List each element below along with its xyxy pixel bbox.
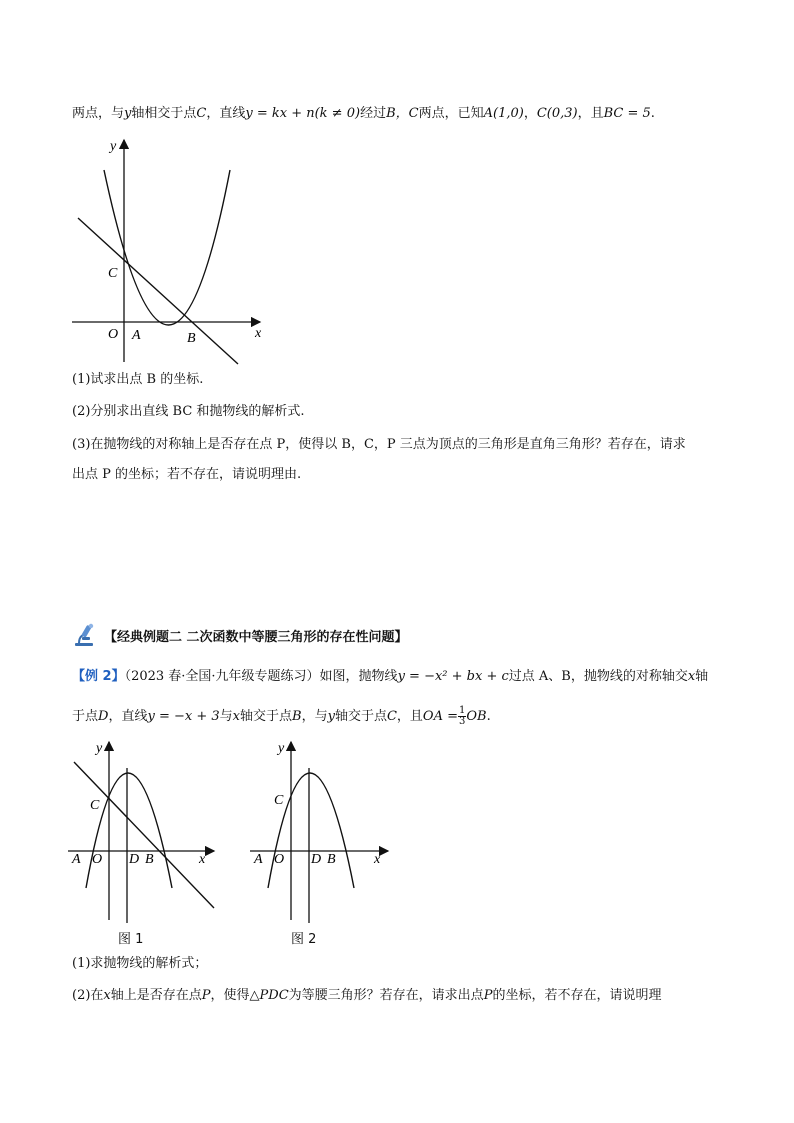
- text: 经过: [360, 106, 387, 121]
- text: 两点，已知: [418, 106, 484, 121]
- label-x: x: [199, 852, 206, 867]
- text: ，与: [301, 709, 328, 724]
- point-A: A(1,0): [483, 106, 524, 121]
- parabola-equation: y = −x² + bx + c: [397, 669, 509, 684]
- microscope-icon: [72, 622, 98, 648]
- var-P: P: [483, 988, 493, 1003]
- heading-text: 【经典例题二 二次函数中等腰三角形的存在性问题】: [104, 629, 408, 645]
- problem1-q3-line1: (3)在抛物线的对称轴上是否存在点 P，使得以 B，C，P 三点为顶点的三角形是直角三角形？若存在，请求: [72, 437, 686, 452]
- label-C: C: [108, 266, 118, 281]
- label-B: B: [145, 852, 154, 867]
- label-x: x: [374, 852, 381, 867]
- label-O: O: [92, 852, 103, 867]
- label-C: C: [90, 798, 100, 813]
- label-A: A: [72, 852, 81, 867]
- text: ，直线: [206, 106, 246, 121]
- triangle-pdc: △PDC: [249, 988, 289, 1003]
- label-A: A: [132, 328, 141, 343]
- var-y: y: [327, 709, 335, 724]
- frac-den: 3: [459, 716, 466, 727]
- text: ，且: [577, 106, 604, 121]
- var-y: y: [124, 106, 132, 121]
- text: 于点: [72, 709, 99, 724]
- var-C: C: [386, 709, 397, 724]
- var-x: x: [687, 669, 696, 684]
- section-heading: [72, 622, 408, 648]
- var-D: D: [98, 709, 109, 724]
- figure1-caption: 图 1: [118, 932, 144, 947]
- text: ，直线: [108, 709, 148, 724]
- line-equation: y = −x + 3: [147, 709, 220, 724]
- example2-figure1: [64, 738, 224, 928]
- text: .: [486, 709, 491, 724]
- text: 轴上是否存在点: [110, 988, 202, 1003]
- figure2-caption: 图 2: [291, 932, 317, 947]
- text: 轴交于点: [334, 709, 387, 724]
- label-D: D: [311, 852, 322, 867]
- parabola: [86, 773, 172, 888]
- bc-length: BC = 5: [603, 106, 651, 121]
- label-B: B: [327, 852, 336, 867]
- label-y: y: [110, 139, 117, 154]
- var-B: B: [292, 709, 302, 724]
- problem1-q2: (2)分别求出直线 BC 和抛物线的解析式.: [72, 404, 305, 419]
- parabola: [268, 773, 354, 888]
- text: 轴相交于点: [131, 106, 197, 121]
- label-B: B: [187, 331, 196, 346]
- text: ，且: [396, 709, 423, 724]
- text: 的坐标，若不存在，请说明理: [492, 988, 662, 1003]
- text: .: [650, 106, 655, 121]
- problem1-intro-line: [72, 104, 655, 124]
- label-A: A: [254, 852, 263, 867]
- text: 两点，与: [72, 106, 125, 121]
- text: 轴交于点: [239, 709, 292, 724]
- oa-expr: OA =: [422, 709, 458, 724]
- frac-num: 1: [459, 705, 466, 716]
- var-C: C: [196, 106, 207, 121]
- var-P: P: [201, 988, 211, 1003]
- parabola: [104, 170, 230, 325]
- example2-q2: [72, 986, 661, 1006]
- text: ，使得: [210, 988, 250, 1003]
- problem1-q3-line2: 出点 P 的坐标；若不存在，请说明理由.: [72, 467, 302, 482]
- example2-q1: (1)求抛物线的解析式；: [72, 956, 208, 971]
- var-x: x: [232, 709, 240, 724]
- points-BC: B，C: [386, 106, 419, 121]
- text: 为等腰三角形？若存在，请求出点: [288, 988, 484, 1003]
- var-x: x: [103, 988, 111, 1003]
- example2-figure2: [246, 738, 396, 928]
- label-O: O: [274, 852, 285, 867]
- ob-expr: OB: [466, 709, 487, 724]
- point-C: C(0,3): [536, 106, 578, 121]
- label-C: C: [274, 793, 284, 808]
- text: ，: [523, 106, 537, 121]
- text: （2023 春·全国·九年级专题练习）如图，抛物线: [124, 669, 398, 684]
- text: 轴: [695, 669, 709, 684]
- label-D: D: [129, 852, 140, 867]
- label-O: O: [108, 327, 119, 342]
- label-y: y: [278, 741, 285, 756]
- text: 与: [219, 709, 233, 724]
- line-equation: y = kx + n(k ≠ 0): [245, 106, 361, 121]
- text: (2)在: [72, 988, 104, 1003]
- line-bc: [74, 762, 214, 908]
- example2-line1: [72, 667, 708, 687]
- text: 过点 A、B，抛物线的对称轴交: [508, 669, 688, 684]
- problem1-q1: (1)试求出点 B 的坐标.: [72, 372, 204, 387]
- example2-line2: [72, 706, 491, 727]
- label-x: x: [255, 326, 262, 341]
- example-label: 【例 2】: [72, 669, 125, 684]
- problem1-figure: [60, 130, 280, 370]
- label-y: y: [96, 741, 103, 756]
